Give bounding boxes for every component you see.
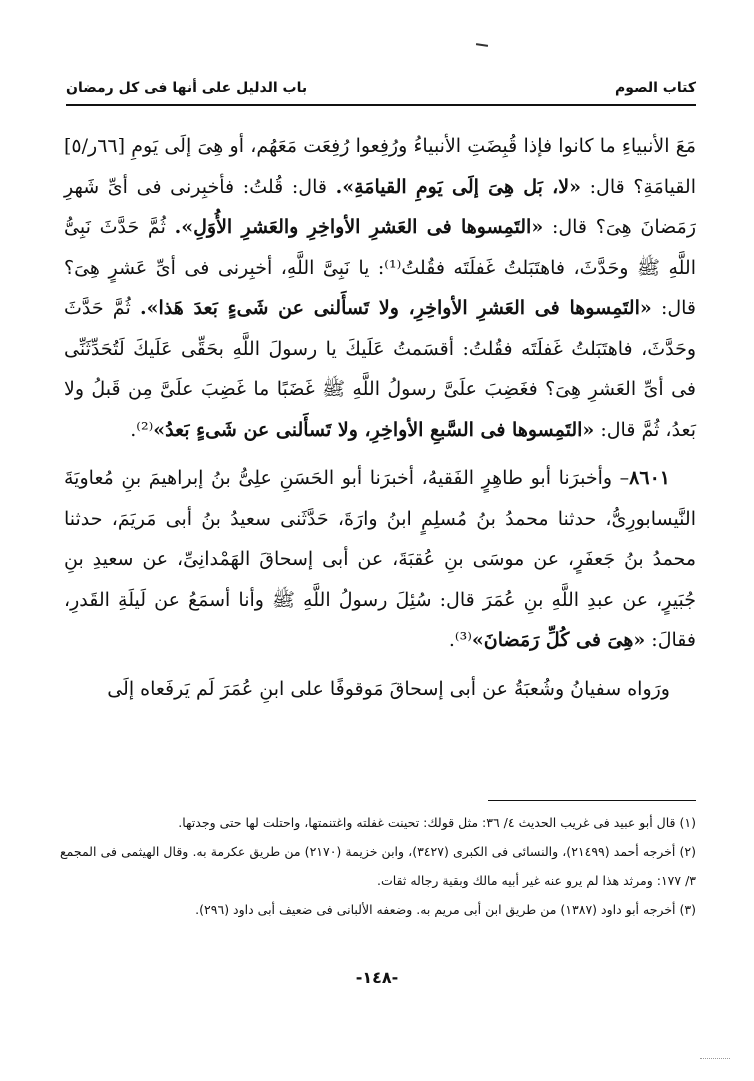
text-segment: قال: قُلتُ: فأخبِرنى فى أىِّ شَهرِ رَمَضانَ هِىَ؟ قال: [64, 175, 696, 238]
footnote-1: (١) قال أبو عبيد فى غريب الحديث ٤/ ٣٦: مثل قولك: تحينت غفلته واغتنمتها، واحتلت لها حتى وجدتها. [178, 815, 696, 830]
text-segment: مَعَ الأنبياءِ ما كانوا فإذا قُبِضَتِ الأنبياءُ ورُفِعوا رُفِعَت مَعَهُم، أو هِىَ إلَى يَومِ [٦٦ر/٥] القيامَةِ؟ قال: [64, 135, 696, 198]
scan-specks [700, 1058, 730, 1063]
page-number: -١٤٨- [355, 968, 399, 987]
paragraph-hadith-8601 [64, 458, 696, 661]
hadith-number: ٨٦٠١ [629, 467, 670, 489]
footnote-ref: ⁽³⁾. [448, 629, 472, 651]
prophetic-quote: «لا، بَل هِىَ إلَى يَومِ القيامَةِ». [335, 175, 581, 198]
footnote-2: (٢) أخرجه أحمد (٢١٤٩٩)، والنسائى فى الكبرى (٣٤٢٧)، وابن خزيمة (٢١٧٠) من طريق عكرمة به. وقال الهيثمى فى المجمع ٣/ ١٧٧: ومرثد هذا لم يرو عنه غير أبيه مالك وبقية رجاله ثقات. [60, 844, 696, 888]
text-segment: – وأخبرَنا أبو طاهِرٍ الفَقيهُ، أخبرَنا أبو الحَسَنِ علِىُّ بنُ إبراهيمَ بنِ مُعاويَةَ النَّيسابورِىُّ، حدثنا محمدُ بنُ مُسلِمٍ ابنُ وارَةَ، حَدَّثَنى سعيدُ بنُ أبى مَريَمَ، حدثنا محمدُ بنُ جَعفَرٍ، عن موسَى بنِ عُقبَةَ، عن أبى إسحاقَ الهَمْدانِىِّ، عن سعيدِ بنِ جُبَيرٍ، عن عبدِ اللَّهِ بنِ عُمَرَ قال: سُئِلَ رسولُ اللَّهِ ﷺ وأنا أسمَعُ عن لَيلَةِ القَدرِ، فقالَ: [64, 467, 696, 651]
footnote-3: (٣) أخرجه أبو داود (١٣٨٧) من طريق ابن أبى مريم به. وضعفه الألبانى فى ضعيف أبى داود (٢٩٦). [195, 902, 696, 917]
prophetic-quote: «التَمِسوها فى العَشرِ الأواخِرِ، ولا تَسأَلنى عن شَىءٍ بَعدَ هَذا». [139, 297, 652, 319]
chapter-title: باب الدليل على أنها فى كل رمضان [66, 80, 308, 96]
book-title: كتاب الصوم [615, 80, 696, 96]
running-header [66, 74, 696, 102]
prophetic-quote: «هِىَ فى كُلِّ رَمَضانَ» [471, 629, 646, 651]
footnotes [60, 808, 696, 924]
header-rule [66, 104, 696, 106]
paragraph-hadith-continuation [64, 126, 696, 450]
text-segment: ورَواه سفيانُ وشُعبَةُ عن أبى إسحاقَ مَوقوفًا على ابنِ عُمَرَ لَم يَرفَعاه إلَى [107, 677, 670, 700]
footnote-rule [488, 800, 696, 801]
footnote-ref: ⁽²⁾. [130, 418, 154, 441]
prophetic-quote: «التَمِسوها فى العَشرِ الأواخِرِ والعَشرِ الأُوَلِ». [174, 216, 544, 238]
paragraph-narration-note [64, 669, 696, 710]
text-segment: ثُمَّ حَدَّثَ وحَدَّثَ، فاهتَبَلتُ غَفلَتَه فقُلتُ: أقسَمتُ عَلَيكَ يا رسولَ اللَّهِ بحَقِّى عَلَيكَ لَتُحَدِّثَنِّى فى أىِّ العَشرِ هِىَ؟ فغَضِبَ علَىَّ رسولُ اللَّهِ ﷺ غَضَبًا ما غَضِبَ علَىَّ مِن قَبلُ ولا بَعدُ، ثُمَّ قال: [64, 297, 696, 441]
prophetic-quote: «التَمِسوها فى السَّبعِ الأواخِرِ، ولا تَسأَلنى عن شَىءٍ بَعدُ» [153, 418, 595, 441]
text-segment: ثُمَّ حَدَّثَ نَبِىُّ اللَّهِ ﷺ وحَدَّثَ، فاهتَبَلتُ غَفلَتَه فقُلتُ⁽¹⁾: يا نَبِىَّ اللَّهِ، أخبِرنى فى أىِّ عَشرٍ هِىَ؟ قال: [64, 216, 697, 319]
main-text [64, 126, 696, 709]
scan-mark [476, 43, 488, 47]
